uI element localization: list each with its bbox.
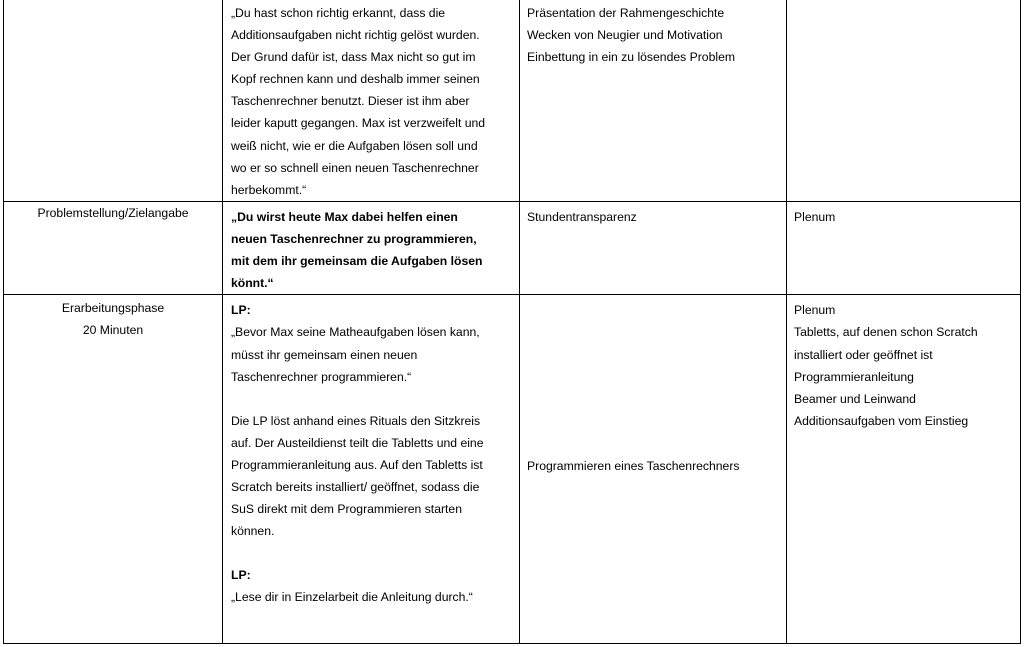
speaker-label: LP: (231, 303, 251, 318)
table-row (4, 0, 1021, 202)
text-line: „Lese dir in Einzelarbeit die Anleitung durch.“ (231, 590, 473, 605)
speaker-label: LP: (231, 568, 251, 583)
media-cell (787, 295, 1021, 644)
phase-cell (4, 202, 223, 295)
text-line: Präsentation der Rahmengeschichte (527, 6, 725, 20)
text-line: wo er so schnell einen neuen Taschenrechner (231, 160, 479, 175)
text-line: Der Grund dafür ist, dass Max nicht so gut im (231, 50, 476, 65)
text-line: können. (231, 524, 275, 539)
text-line: Stundentransparenz (527, 210, 637, 224)
text-line: könnt.“ (231, 276, 274, 291)
text-line: „Du wirst heute Max dabei helfen einen (231, 210, 458, 224)
text-line: Einbettung in ein zu lösendes Problem (527, 50, 735, 65)
didactic-cell (520, 202, 787, 295)
text-line: Tabletts, auf denen schon Scratch (794, 325, 978, 340)
text-line: „Du hast schon richtig erkannt, dass die (231, 6, 446, 20)
text-line: Additionsaufgaben nicht richtig gelöst wurden. (231, 28, 480, 43)
text-line: Die LP löst anhand eines Rituals den Sitzkreis (231, 413, 481, 428)
lesson-plan-table (3, 0, 1021, 644)
text-line: auf. Der Austeildienst teilt die Tabletts und eine (231, 435, 484, 450)
text-line: Programmieranleitung aus. Auf den Tabletts ist (231, 457, 483, 472)
media-cell (787, 0, 1021, 202)
media-cell (787, 202, 1021, 295)
text-line: herbekommt.“ (231, 182, 307, 197)
text-line: mit dem ihr gemeinsam die Aufgaben lösen (231, 254, 483, 269)
phase-cell (4, 295, 223, 644)
table-row (4, 202, 1021, 295)
text-line: SuS direkt mit dem Programmieren starten (231, 502, 462, 517)
text-line: Programmieranleitung (794, 369, 914, 384)
text-line: Taschenrechner benutzt. Dieser ist ihm aber (231, 94, 470, 109)
table-row (4, 295, 1021, 644)
text-line: Wecken von Neugier und Motivation (527, 28, 723, 43)
didactic-cell (520, 295, 787, 644)
text-line: „Bevor Max seine Matheaufgaben lösen kann, (231, 325, 480, 340)
text-line: Kopf rechnen kann und deshalb immer seinen (231, 72, 480, 87)
text-line: Taschenrechner programmieren.“ (231, 369, 412, 384)
text-line: installiert oder geöffnet ist (794, 347, 933, 362)
phase-title: Problemstellung/Zielangabe (37, 206, 189, 220)
content-cell (223, 202, 520, 295)
text-line: Scratch bereits installiert/ geöffnet, sodass die (231, 480, 480, 495)
text-line: Programmieren eines Taschenrechners (527, 459, 740, 474)
text-line: Plenum (794, 210, 836, 224)
text-line: neuen Taschenrechner zu programmieren, (231, 232, 477, 247)
content-cell (223, 0, 520, 202)
phase-duration: 20 Minuten (82, 323, 144, 338)
text-line: müsst ihr gemeinsam einen neuen (231, 347, 418, 362)
text-line: leider kaputt gegangen. Max ist verzweifelt und (231, 116, 486, 131)
text-line: Plenum (794, 303, 836, 318)
phase-title: Erarbeitungsphase (61, 301, 165, 316)
text-line: Additionsaufgaben vom Einstieg (794, 413, 969, 428)
text-line: weiß nicht, wie er die Aufgaben lösen soll und (231, 138, 478, 153)
content-cell (223, 295, 520, 644)
phase-cell (4, 0, 223, 202)
text-line: Beamer und Leinwand (794, 391, 916, 406)
didactic-cell (520, 0, 787, 202)
